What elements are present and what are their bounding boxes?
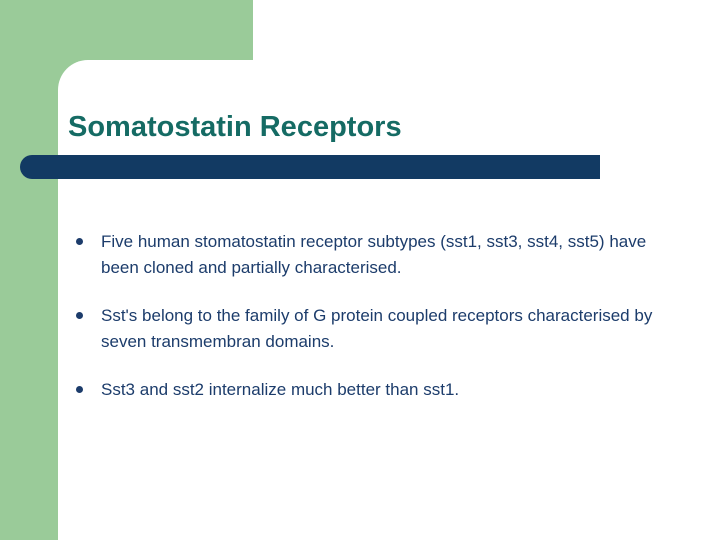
slide-title: Somatostatin Receptors xyxy=(68,111,402,143)
bullet-dot-icon xyxy=(76,312,83,319)
bullet-text: Sst3 and sst2 internalize much better than sst1. xyxy=(101,380,460,399)
bullet-item xyxy=(75,377,681,403)
bullet-list xyxy=(75,229,681,425)
bullet-text: Sst's belong to the family of G protein coupled receptors characterised by seven transmembran domains. xyxy=(101,306,653,351)
bullet-text: Five human stomatostatin receptor subtypes (sst1, sst3, sst4, sst5) have been cloned and partially characterised. xyxy=(101,232,647,277)
title-underline-bar xyxy=(20,155,600,179)
bullet-dot-icon xyxy=(76,238,83,245)
bullet-dot-icon xyxy=(76,386,83,393)
bullet-item xyxy=(75,303,681,355)
bullet-item xyxy=(75,229,681,281)
